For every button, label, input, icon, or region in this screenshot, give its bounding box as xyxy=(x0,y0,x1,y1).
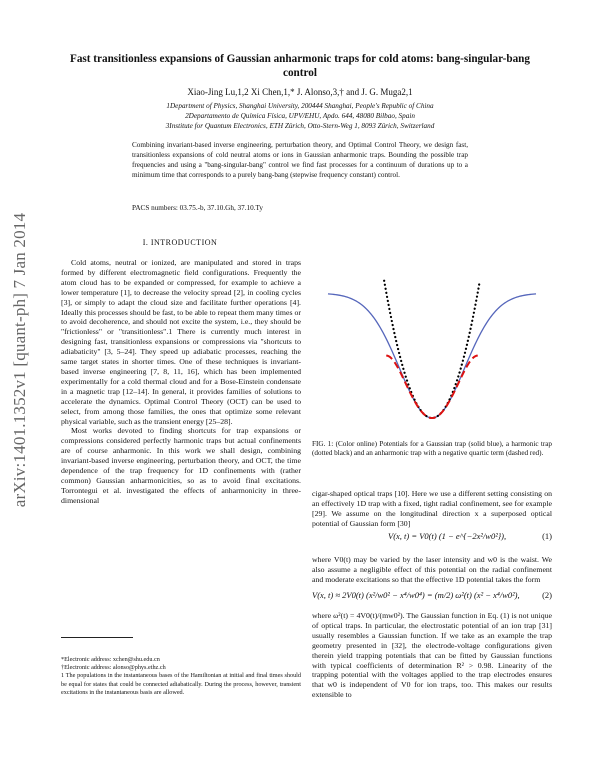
affiliation-3: 3Institute for Quantum Electronics, ETH Zürich, Otto-Stern-Weg 1, 8093 Zürich, Switzerland xyxy=(165,122,435,130)
equation-1-body: V(x, t) = V0(t) (1 − e^{−2x²/w0²}), xyxy=(388,531,507,541)
equation-2-number: (2) xyxy=(542,590,552,600)
section-heading: I. INTRODUCTION xyxy=(142,238,218,247)
left-column xyxy=(61,258,301,506)
figure-potentials xyxy=(308,252,556,434)
harmonic-curve xyxy=(384,281,480,418)
abstract: Combining invariant-based inverse engineering, perturbation theory, and Optimal Control Theory, we design fast, transitionless expansions of cold neutral atoms or ions in Gaussian anharmonic traps. Bounding the possible trap frequencies and using a "bang-singular-bang" control we find fast processes for a continuum of durations up to a minimum time that corresponds to a purely bang-bang (stepwise frequency constant) control. xyxy=(132,141,468,179)
arxiv-stamp-text: arXiv:1401.1352v1 [quant-ph] 7 Jan 2014 xyxy=(10,212,29,508)
equation-2 xyxy=(312,587,552,607)
quartic-curve xyxy=(386,356,478,418)
equation-1-number: (1) xyxy=(542,531,552,541)
right-paragraph-3: where ω²(t) = 4V0(t)/(mw0²). The Gaussian function in Eq. (1) is not unique of optical traps. In particular, the electrostatic potential of an ion trap [31] usually resembles a Gaussian function. If we take as an example the trap geometry presented in [32], the electrode-voltage configurations given therein yield trapping potentials that can be fitted by Gaussian functions with typical coefficients of determination R² > 0.98. Linearity of the trapping potential with the voltages applied to the trap electrodes ensures that w0 is independent of V0 for ion traps, too. This makes our results extensible to xyxy=(312,611,552,700)
paper-title: Fast transitionless expansions of Gaussian anharmonic traps for cold atoms: bang-singular-bang control xyxy=(70,53,530,79)
footnote-rule xyxy=(61,637,133,638)
footnotes xyxy=(61,656,301,697)
affiliations xyxy=(60,101,540,131)
right-paragraph-1: cigar-shaped optical traps [10]. Here we use a different setting consisting on an effectively 1D trap with a fixed, tight radial confinement, see for example [29]. We assume on the longitudinal direction x a superposed optical potential of Gaussian form [30] xyxy=(312,489,552,528)
footnote-email-2: †Electronic address: alonso@phys.ethz.ch xyxy=(61,664,166,672)
affiliation-1: 1Department of Physics, Shanghai University, 200444 Shanghai, People's Republic of China xyxy=(166,102,434,110)
pacs-numbers: PACS numbers: 03.75.-b, 37.10.Gh, 37.10.Ty xyxy=(132,204,264,212)
figure-caption: FIG. 1: (Color online) Potentials for a Gaussian trap (solid blue), a harmonic trap (dotted black) and an anharmonic trap with a negative quartic term (dashed red). xyxy=(312,440,552,458)
footnote-1: 1 The populations in the instantaneous bases of the Hamiltonian at initial and final times should be equal for states that could be connected adiabatically. During the process, however, transient excitations in the instantaneous basis are allowed. xyxy=(61,672,301,696)
intro-paragraph-2: Most works devoted to finding shortcuts for trap expansions or compressions considered perfectly harmonic traps but actual confinements are of course anharmonic. In this work we shall design, combining invariant-based inverse engineering, perturbation theory, and OCT, the time dependence of the trap frequency for 1D confinements with (rather common) Gaussian anharmonicities, so as to avoid final excitations. Torrontegui et al. investigated the effects of anharmonicity in three-dimensional xyxy=(61,426,301,505)
equation-2-body: V(x, t) ≈ 2V0(t) (x²/w0² − x⁴/w0⁴) = (m/2) ω²(t) (x² − x⁴/w0²), xyxy=(312,590,520,600)
affiliation-2: 2Departamento de Química Física, UPV/EHU, Apdo. 644, 48080 Bilbao, Spain xyxy=(185,112,415,120)
arxiv-stamp xyxy=(2,150,38,570)
footnote-email-1: *Electronic address: xchen@shu.edu.cn xyxy=(61,656,160,663)
gaussian-curve xyxy=(328,294,536,418)
equation-1 xyxy=(312,531,552,547)
right-paragraph-2: where V0(t) may be varied by the laser intensity and w0 is the waist. We also assume a negligible effect of this potential on the radial confinement and moderate excitations so that the effective 1D potential takes the form xyxy=(312,555,552,584)
author-list: Xiao-Jing Lu,1,2 Xi Chen,1,* J. Alonso,3,† and J. G. Muga2,1 xyxy=(187,87,413,97)
intro-paragraph-1: Cold atoms, neutral or ionized, are manipulated and stored in traps formed by different electromagnetic field configurations. Frequently the atom cloud has to be expanded or compressed, for example to achieve a lower temperature [1], to decrease the velocity spread [2], in cooling cycles [3], or simply to adapt the cloud size and facilitate further operations [4]. Ideally this processes should be fast, to be able to repeat them many times or to avoid decoherence, and should not excite the system, i.e., they should be "frictionless" or "transitionless".1 There is currently much interest in designing fast, transitionless expansions or compressions via "shortcuts to adiabaticity" [3, 5–24]. They speed up adiabatic processes, reaching the same target states in shorter times. One of these techniques is invariant-based inverse engineering [7, 8, 11, 16], which has been implemented experimentally for a cold thermal cloud and for a Bose-Einstein condensate in a magnetic trap [12–14]. In general, it provides families of solutions to accelerate the dynamics. Optimal Control Theory (OCT) can be used to select, from among those families, the ones that optimize some relevant physical variable, such as the transient energy [25–28]. xyxy=(61,258,301,426)
